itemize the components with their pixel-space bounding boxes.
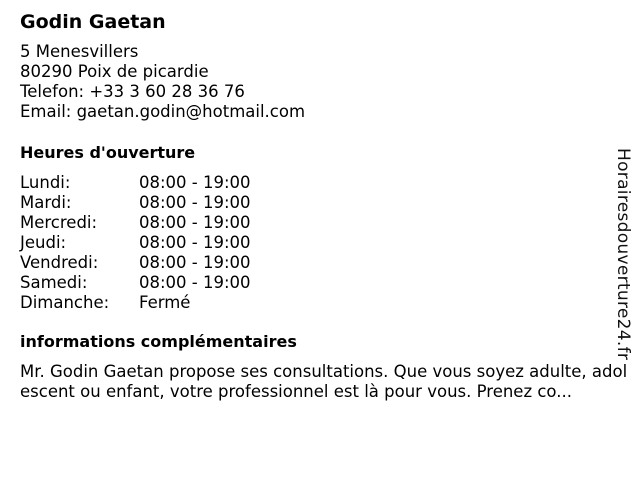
hours-row-sunday [20,293,632,313]
additional-info-heading: informations complémentaires [20,332,297,351]
time-range: 08:00 - 19:00 [139,233,251,252]
day-label: Dimanche: [20,293,110,312]
contact-block [20,42,632,122]
address-city: 80290 Poix de picardie [20,62,209,81]
time-range: 08:00 - 19:00 [139,253,251,272]
time-range: 08:00 - 19:00 [139,173,251,192]
business-name: Godin Gaetan [20,11,166,33]
time-range: 08:00 - 19:00 [139,273,251,292]
phone-number: Telefon: +33 3 60 28 36 76 [20,82,245,101]
hours-heading: Heures d'ouverture [20,143,196,162]
business-description: Mr. Godin Gaetan propose ses consultations. Que vous soyez adulte, adolescent ou enfant, votre professionnel est là pour vous. Prenez co... [20,362,628,401]
time-range: Fermé [139,293,191,312]
time-range: 08:00 - 19:00 [139,193,251,212]
time-range: 08:00 - 19:00 [139,213,251,232]
watermark-text: Horairesdouverture24.fr [613,147,633,361]
hours-row-saturday [20,273,632,293]
day-label: Mercredi: [20,213,98,232]
day-label: Mardi: [20,193,72,212]
day-label: Jeudi: [20,233,67,252]
hours-row-wednesday [20,213,632,233]
hours-row-tuesday [20,193,632,213]
hours-row-friday [20,253,632,273]
opening-hours-table [20,173,632,313]
day-label: Vendredi: [20,253,99,272]
address-street: 5 Menesvillers [20,42,139,61]
day-label: Lundi: [20,173,71,192]
site-watermark [608,136,638,372]
email-address: Email: gaetan.godin@hotmail.com [20,102,306,121]
hours-row-thursday [20,233,632,253]
business-card [20,10,632,402]
hours-row-monday [20,173,632,193]
day-label: Samedi: [20,273,88,292]
